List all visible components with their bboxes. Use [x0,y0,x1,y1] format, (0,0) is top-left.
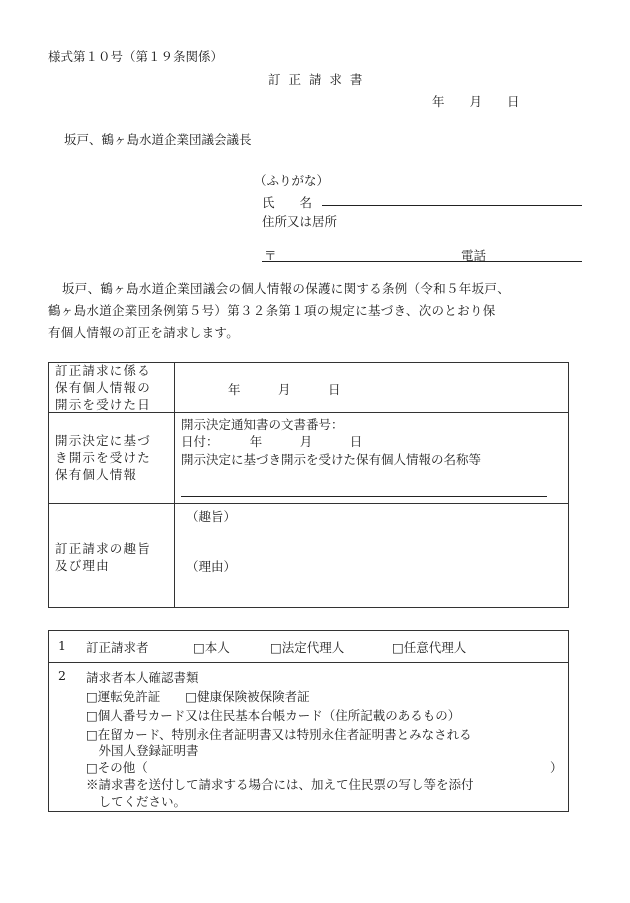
disclosure-table-divider [174,362,175,608]
identity-documents-label: 請求者本人確認書類 [86,670,199,685]
identity-option-other-close: ） [550,760,563,775]
decision-date: 日付： 年 月 日 [181,434,363,449]
postal-mark: 〒 [264,248,277,263]
form-number: 様式第１０号（第１９条関係） [48,49,224,64]
correction-purpose-label: 訂正請求の趣旨 及び理由 [55,541,151,573]
intro-paragraph [48,278,588,344]
form-title: 訂 正 請 求 書 [268,72,365,87]
intro-line: 有個人情報の訂正を請求します。 [48,325,240,340]
postal-phone-underline [262,261,582,262]
reason-heading: （理由） [186,559,237,574]
disclosed-date-label: 訂正請求に係る 保有個人情報の 開示を受けた日 [55,363,151,412]
identity-option-other[interactable]: □その他（ [86,760,148,775]
disclosed-date-value: 年 月 日 [228,382,341,397]
identity-option-license-insurance[interactable]: □運転免許証 □健康保険被保険者証 [86,689,310,704]
disclosed-info-name: 開示決定に基づき開示を受けた保有個人情報の名称等 [181,452,482,467]
date-line: 年 月 日 [432,94,520,109]
requester-type-label: 訂正請求者 [86,640,149,655]
furigana-label: （ふりがな） [254,173,330,188]
intro-line: 鶴ヶ島水道企業団条例第５号）第３２条第１項の規定に基づき、次のとおり保 [48,303,496,318]
identity-option-mynumber-card[interactable]: □個人番号カード又は住民基本台帳カード（住所記載のあるもの） [86,708,461,723]
requester-table-rule [48,662,569,663]
address-label: 住所又は居所 [262,214,338,229]
mailing-note-cont: してください。 [86,794,187,809]
item1-number: 1 [58,638,66,653]
mailing-note: ※請求書を送付して請求する場合には、加えて住民票の写し等を添付 [86,777,474,792]
phone-label: 電話 [461,248,487,263]
name-label: 氏 名 [262,195,313,210]
item2-number: 2 [58,668,66,683]
intro-line: 坂戸、鶴ヶ島水道企業団議会の個人情報の保護に関する条例（令和５年坂戸、 [62,281,511,296]
name-underline [322,205,582,206]
option-legal-representative-checkbox[interactable]: □法定代理人 [270,640,345,655]
option-voluntary-agent-checkbox[interactable]: □任意代理人 [392,640,467,655]
disclosed-info-underline [181,496,547,497]
identity-option-residence-card[interactable]: □在留カード、特別永住者証明書又は特別永住者証明書とみなされる [86,727,472,742]
disclosed-info-label: 開示決定に基づ き開示を受けた 保有個人情報 [55,433,151,482]
identity-option-residence-card-cont: 外国人登録証明書 [86,743,199,758]
addressee: 坂戸、鶴ヶ島水道企業団議会議長 [64,132,252,147]
disclosure-table-rule [48,503,569,504]
purpose-heading: （趣旨） [186,509,237,524]
option-self-checkbox[interactable]: □本人 [193,640,230,655]
decision-document-number: 開示決定通知書の文書番号： [181,417,344,432]
